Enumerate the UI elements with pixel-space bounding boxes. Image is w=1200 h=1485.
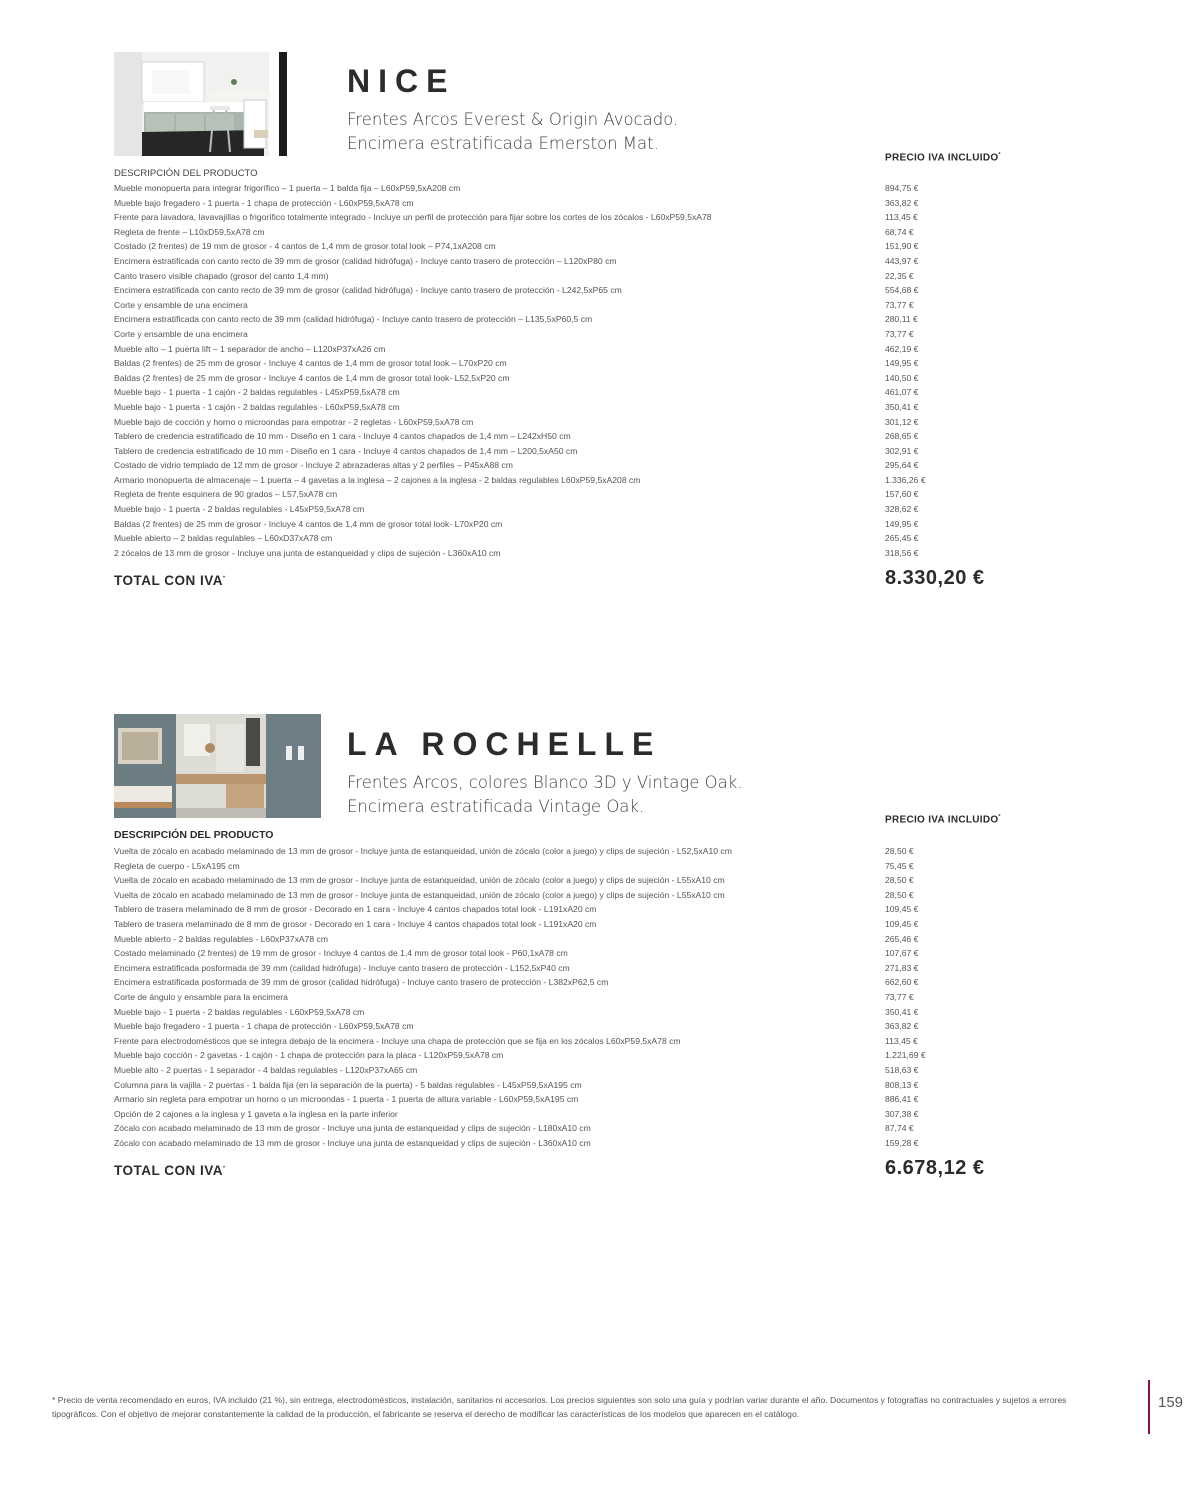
item-description: Mueble bajo - 1 puerta - 2 baldas regulables - L45xP59,5xA78 cm — [114, 504, 365, 515]
item-description: Corte y ensamble de una encimera — [114, 299, 248, 310]
item-description: Mueble abierto - 2 baldas regulables - L60xP37xA78 cm — [114, 933, 329, 944]
item-price: 554,68 € — [885, 285, 919, 296]
price-header-mark: * — [998, 152, 1001, 158]
item-description: Mueble alto – 1 puerta lift – 1 separador de ancho – L120xP37xA26 cm — [114, 343, 386, 354]
item-description: Regleta de frente – L10xD59,5xA78 cm — [114, 226, 265, 237]
table-row — [114, 990, 994, 1005]
table-row — [114, 1019, 994, 1034]
price-header-mark: * — [998, 814, 1001, 820]
item-price: 662,60 € — [885, 977, 919, 988]
table-row — [114, 1034, 994, 1049]
item-price: 808,13 € — [885, 1079, 919, 1090]
item-price: 28,50 € — [885, 875, 914, 886]
model-title: LA ROCHELLE — [347, 726, 662, 762]
item-description: Encimera estratificada posformada de 39 mm de grosor (calidad hidrófuga) - Incluye canto trasero de protección - L382xP62,5 cm — [114, 977, 609, 988]
item-description: Vuelta de zócalo en acabado melaminado de 13 mm de grosor - Incluye junta de estanqueidad, unión de zócalo (color a juego) y clips de sujeción - L52,5xA10 cm — [114, 846, 732, 856]
item-price: 73,77 € — [885, 328, 914, 339]
item-price: 518,63 € — [885, 1064, 919, 1075]
item-price: 73,77 € — [885, 991, 914, 1002]
item-description: Regleta de frente esquinera de 90 grados – L57,5xA78 cm — [114, 489, 338, 500]
item-price: 1.336,26 € — [885, 474, 926, 485]
item-price: 107,67 € — [885, 948, 919, 959]
item-price: 28,50 € — [885, 889, 914, 900]
item-description: Mueble bajo de cocción y horno o microondas para empotrar - 2 regletas - L60xP59,5xA78 cm — [114, 416, 474, 427]
item-description: Mueble alto - 2 puertas - 1 separador - 4 baldas regulables - L120xP37xA65 cm — [114, 1064, 418, 1075]
table-row — [114, 1107, 994, 1122]
item-description: Zócalo con acabado melaminado de 13 mm de grosor - Incluye una junta de estanqueidad y clips de sujeción - L360xA10 cm — [114, 1137, 591, 1148]
item-price: 149,95 € — [885, 358, 919, 369]
table-row — [114, 859, 994, 874]
description-column-header: DESCRIPCIÓN DEL PRODUCTO — [114, 829, 274, 841]
item-description: Columna para la vajilla - 2 puertas - 1 balda fija (en la separación de la puerta) - 5 baldas regulables - L45xP59,5xA195 cm — [114, 1079, 582, 1090]
item-price: 301,12 € — [885, 416, 919, 427]
item-description: Mueble abierto – 2 baldas regulables – L60xD37xA78 cm — [114, 533, 333, 544]
item-price: 350,41 € — [885, 1006, 919, 1017]
price-header-label: PRECIO IVA INCLUIDO — [885, 814, 999, 826]
price-header-label: PRECIO IVA INCLUIDO — [885, 152, 999, 164]
page-number: 159 — [1158, 1394, 1184, 1411]
item-description: Mueble bajo cocción - 2 gavetas - 1 cajón - 1 chapa de protección para la placa - L120xP59,5xA78 cm — [114, 1050, 504, 1061]
item-description: Frente para lavadora, lavavajillas o frigorífico totalmente integrado - Incluye un perfil de protección para fijar sobre los cortes de los zócalos - L60xP59,5xA78 — [114, 212, 712, 223]
table-row — [114, 946, 994, 961]
table-row — [114, 873, 994, 888]
item-description: Baldas (2 frentes) de 25 mm de grosor - Incluye 4 cantos de 1,4 mm de grosor total look- L70xP20 cm — [114, 518, 503, 529]
price-column-header — [885, 814, 1001, 825]
item-price: 328,62 € — [885, 504, 919, 515]
item-description: Opción de 2 cajones a la inglesa y 1 gaveta a la inglesa en la parte inferior — [114, 1108, 398, 1119]
item-price: 363,82 € — [885, 197, 919, 208]
item-price: 22,35 € — [885, 270, 914, 281]
item-description: Armario sin regleta para empotrar un horno o un microondas - 1 puerta - 1 puerta de altura variable - L60xP59,5xA195 cm — [114, 1094, 579, 1105]
table-row — [114, 1063, 994, 1078]
subtitle-line: Frentes Arcos, colores Blanco 3D y Vintage Oak. — [347, 773, 743, 792]
item-price: 280,11 € — [885, 314, 918, 325]
item-price: 73,77 € — [885, 299, 914, 310]
table-row — [114, 975, 994, 990]
item-description: Corte de ángulo y ensamble para la encimera — [114, 991, 288, 1002]
item-description: Canto trasero visible chapado (grosor del canto 1,4 mm) — [114, 270, 329, 281]
item-price: 109,45 € — [885, 918, 919, 929]
item-description: Regleta de cuerpo - L5xA195 cm — [114, 860, 240, 871]
item-description: 2 zócalos de 13 mm de grosor - Incluye una junta de estanqueidad y clips de sujeción - L360xA10 cm — [114, 547, 501, 558]
item-price: 28,50 € — [885, 846, 914, 856]
item-price: 159,28 € — [885, 1137, 919, 1148]
table-row — [114, 1136, 994, 1151]
item-description: Armario monopuerta de almacenaje – 1 puerta – 4 gavetas a la inglesa – 2 cajones a la inglesa - 2 baldas regulables L60xP59,5xA208 cm — [114, 474, 641, 485]
item-description: Mueble monopuerta para integrar frigorífico – 1 puerta – 1 balda fija – L60xP59,5xA208 cm — [114, 183, 461, 193]
item-price: 271,83 € — [885, 962, 919, 973]
item-price: 302,91 € — [885, 445, 919, 456]
item-price: 443,97 € — [885, 255, 919, 266]
item-price: 151,90 € — [885, 241, 919, 252]
item-description: Vuelta de zócalo en acabado melaminado de 13 mm de grosor - Incluye junta de estanqueidad, unión de zócalo (color a juego) y clips de sujeción - L55xA10 cm — [114, 875, 725, 886]
item-price: 149,95 € — [885, 518, 919, 529]
item-description: Baldas (2 frentes) de 25 mm de grosor - Incluye 4 cantos de 1,4 mm de grosor total look – L70xP20 cm — [114, 358, 507, 369]
item-price: 265,45 € — [885, 533, 919, 544]
item-price: 307,38 € — [885, 1108, 919, 1119]
item-description: Costado (2 frentes) de 19 mm de grosor - 4 cantos de 1,4 mm de grosor total look – P74,1xA208 cm — [114, 241, 496, 252]
item-description: Encimera estratificada con canto recto de 39 mm de grosor (calidad hidrófuga) - Incluye canto trasero de protección - L242,5xP65 cm — [114, 285, 622, 296]
table-row — [114, 1092, 994, 1107]
item-description: Tablero de trasera melaminado de 8 mm de grosor - Decorado en 1 cara - Incluye 4 cantos chapados total look - L191xA20 cm — [114, 904, 597, 915]
total-label-mark: * — [223, 1165, 226, 1172]
item-price: 109,45 € — [885, 904, 919, 915]
total-label — [114, 1163, 225, 1178]
item-description: Mueble bajo fregadero - 1 puerta - 1 chapa de protección - L60xP59,5xA78 cm — [114, 1021, 414, 1032]
legal-footnote: * Precio de venta recomendado en euros, IVA incluido (21 %), sin entrega, electrodomésticos, instalación, sanitarios ni accesorios. Los precios siguientes son solo una guía y podrían variar durante el año. Documentos y fotografías no contractuales y sujetos a errores tipográficos. Con el objetivo de mejorar constantemente la calidad de la producción, el fabricante se reserva el derecho de modificar las características de los modelos que aparecen en el catálogo. — [52, 1395, 1067, 1419]
description-column-header: DESCRIPCIÓN DEL PRODUCTO — [114, 168, 258, 179]
item-description: Encimera estratificada posformada de 39 mm (calidad hidrófuga) - Incluye canto trasero de protección - L152,5xP40 cm — [114, 962, 570, 973]
total-label-text: TOTAL CON IVA — [114, 573, 224, 588]
item-price: 140,50 € — [885, 372, 919, 383]
item-price: 886,41 € — [885, 1094, 919, 1105]
item-description: Costado de vidrio templado de 12 mm de grosor - Incluye 2 abrazaderas altas y 2 perfiles – P45xA88 cm — [114, 460, 513, 471]
model-subtitle — [347, 771, 743, 819]
item-description: Frente para electrodomésticos que se integra debajo de la encimera - Incluye una chapa de protección que se fija en los zócalos L60xP59,5xA78 cm — [114, 1035, 681, 1046]
item-price: 265,46 € — [885, 933, 919, 944]
total-label-mark: * — [223, 575, 226, 582]
item-price: 461,07 € — [885, 387, 919, 398]
item-price: 75,45 € — [885, 860, 914, 871]
subtitle-line: Encimera estratificada Vintage Oak. — [347, 797, 645, 816]
item-price: 157,60 € — [885, 489, 919, 500]
item-description: Tablero de trasera melaminado de 8 mm de grosor - Decorado en 1 cara - Incluye 4 cantos chapados total look - L191xA20 cm — [114, 918, 597, 929]
item-description: Costado melaminado (2 frentes) de 19 mm de grosor - Incluye 4 cantos de 1,4 mm de grosor total look - P60,1xA78 cm — [114, 948, 568, 959]
total-value: 8.330,20 € — [885, 567, 985, 589]
item-description: Tablero de credencia estratificado de 10 mm - Diseño en 1 cara - Incluye 4 cantos chapados de 1,4 mm – L242xH50 cm — [114, 431, 571, 442]
item-price: 318,56 € — [885, 547, 919, 558]
subtitle-line: Frentes Arcos Everest & Origin Avocado. — [347, 110, 679, 129]
item-price: 113,45 € — [885, 1035, 918, 1046]
item-price: 68,74 € — [885, 226, 914, 237]
table-row — [114, 917, 994, 932]
model-title: NICE — [347, 63, 456, 99]
item-price: 295,64 € — [885, 460, 919, 471]
item-price: 363,82 € — [885, 1021, 919, 1032]
table-row — [114, 1078, 994, 1093]
item-description: Mueble bajo - 1 puerta - 2 baldas regulables - L60xP59,5xA78 cm — [114, 1006, 365, 1017]
total-value: 6.678,12 € — [885, 1157, 985, 1179]
item-description: Encimera estratificada con canto recto de 39 mm (calidad hidrófuga) - Incluye canto trasero de protección – L135,5xP60,5 cm — [114, 314, 593, 325]
item-description: Mueble bajo - 1 puerta - 1 cajón - 2 baldas regulables - L45xP59,5xA78 cm — [114, 387, 400, 398]
kitchen-photo-la-rochelle — [114, 714, 321, 818]
item-description: Vuelta de zócalo en acabado melaminado de 13 mm de grosor - Incluye junta de estanqueidad, unión de zócalo (color a juego) y clips de sujeción - L55xA10 cm — [114, 889, 725, 900]
page-divider — [1148, 1380, 1150, 1434]
table-row — [114, 1121, 994, 1136]
item-price: 462,19 € — [885, 343, 919, 354]
table-row — [114, 902, 994, 917]
total-label-text: TOTAL CON IVA — [114, 1163, 224, 1178]
item-price: 113,45 € — [885, 212, 918, 223]
table-row — [114, 1048, 994, 1063]
item-price: 350,41 € — [885, 401, 919, 412]
item-price: 894,75 € — [885, 183, 919, 193]
table-row — [114, 844, 994, 859]
item-description: Mueble bajo fregadero - 1 puerta - 1 chapa de protección - L60xP59,5xA78 cm — [114, 197, 414, 208]
table-row — [114, 1005, 994, 1020]
table-row — [114, 888, 994, 903]
table-row — [114, 961, 994, 976]
item-description: Zócalo con acabado melaminado de 13 mm de grosor - Incluye una junta de estanqueidad y clips de sujeción - L180xA10 cm — [114, 1123, 591, 1134]
item-description: Tablero de credencia estratificado de 10 mm - Diseño en 1 cara - Incluye 4 cantos chapados de 1,4 mm – L200,5xA50 cm — [114, 445, 578, 456]
item-description: Baldas (2 frentes) de 25 mm de grosor - Incluye 4 cantos de 1,4 mm de grosor total look- L52,5xP20 cm — [114, 372, 510, 383]
item-description: Corte y ensamble de una encimera — [114, 328, 248, 339]
item-list — [114, 844, 994, 1150]
item-description: Encimera estratificada con canto recto de 39 mm de grosor (calidad hidrófuga) - Incluye canto trasero de protección – L120xP80 cm — [114, 255, 617, 266]
table-row — [114, 932, 994, 947]
item-description: Mueble bajo - 1 puerta - 1 cajón - 2 baldas regulables - L60xP59,5xA78 cm — [114, 401, 400, 412]
item-price: 268,65 € — [885, 431, 919, 442]
subtitle-line: Encimera estratificada Emerston Mat. — [347, 134, 659, 153]
item-price: 87,74 € — [885, 1123, 914, 1134]
item-price: 1.221,69 € — [885, 1050, 926, 1061]
